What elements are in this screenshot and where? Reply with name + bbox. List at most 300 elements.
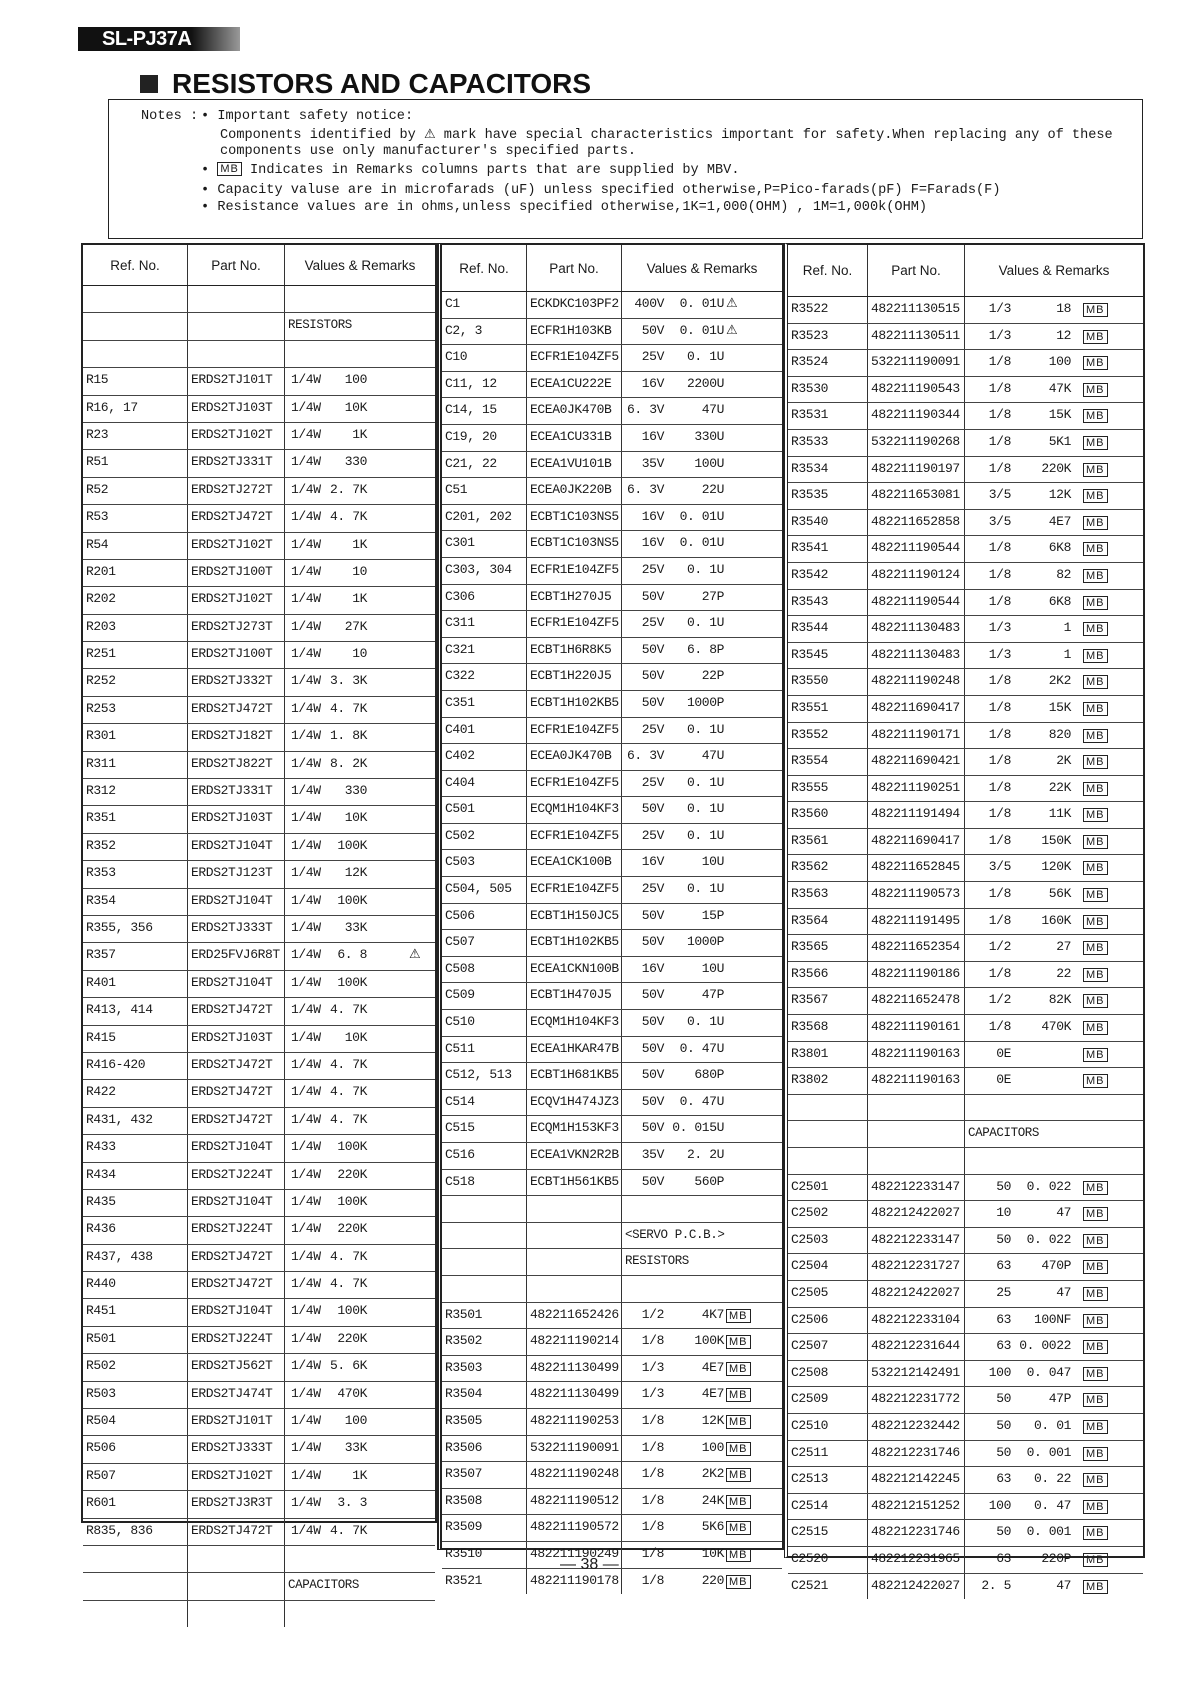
rating: 50V: [641, 1067, 664, 1083]
table-row: [83, 1299, 435, 1326]
part-cell: ECBT1H470J5: [527, 983, 622, 1009]
rating: 50V: [641, 322, 664, 338]
mb-badge-icon: MB: [1083, 1181, 1108, 1195]
value: 2K2: [701, 1466, 724, 1482]
part-cell: 482211190544: [868, 536, 965, 562]
rating: 1/4W: [291, 810, 321, 826]
table-row: [788, 749, 1143, 776]
values-cell: [285, 1573, 435, 1599]
rating: 16V: [641, 960, 664, 976]
mb-badge-icon: MB: [1083, 463, 1108, 477]
ref-cell: R3535: [788, 483, 868, 509]
part-cell: 482211190249: [527, 1542, 622, 1568]
ref-cell: R503: [83, 1382, 188, 1408]
table-row: [788, 457, 1143, 484]
mb-badge-icon: MB: [1083, 409, 1108, 423]
mb-badge-icon: MB: [1083, 941, 1108, 955]
value: 47: [1056, 1577, 1071, 1593]
value: 5. 6K: [329, 1358, 367, 1374]
value: 15K: [1048, 407, 1071, 423]
values-cell: [285, 943, 435, 969]
note-mb: [201, 162, 739, 180]
table-row: [83, 1409, 435, 1436]
warning-triangle-icon: ⚠: [726, 296, 738, 311]
value: 6. 8P: [686, 641, 724, 657]
value: 10U: [701, 960, 724, 976]
value: 0. 01U: [679, 535, 724, 551]
value: 220K: [1041, 460, 1071, 476]
mb-badge-icon: MB: [1083, 1526, 1108, 1540]
mb-badge-icon: MB: [1083, 994, 1108, 1008]
ref-cell: R3505: [442, 1409, 527, 1435]
part-cell: 482211190572: [527, 1515, 622, 1541]
note-capacity: [201, 182, 1000, 200]
value: 120K: [1041, 859, 1071, 875]
ref-cell: R16, 17: [83, 396, 188, 422]
rating: 0E: [996, 1072, 1011, 1088]
ref-cell: R601: [83, 1491, 188, 1517]
part-cell: ERDS2TJ104T: [188, 1135, 285, 1161]
values-cell: [285, 560, 435, 586]
values-cell: [965, 1494, 1143, 1520]
table-row: [83, 1382, 435, 1409]
values-cell: [965, 350, 1143, 376]
values-cell: [622, 1223, 782, 1249]
mb-badge-icon: MB: [1083, 356, 1108, 370]
table-row: [442, 531, 782, 558]
values-cell: [965, 1441, 1143, 1467]
part-cell: ERDS2TJ472T: [188, 1053, 285, 1079]
header-part: Part No.: [868, 245, 965, 296]
values-cell: [622, 585, 782, 611]
section-row: [788, 1121, 1143, 1148]
mb-badge-icon: MB: [1083, 1340, 1108, 1354]
section-row: [83, 1601, 435, 1627]
values-cell: [965, 1334, 1143, 1360]
values-cell: [622, 1276, 782, 1302]
rating: 1/8: [988, 593, 1011, 609]
ref-cell: C2505: [788, 1281, 868, 1307]
value: 12K: [344, 865, 367, 881]
part-cell: 482211190543: [868, 377, 965, 403]
rating: 1/4W: [291, 591, 321, 607]
table-row: [442, 771, 782, 798]
part-cell: 482211191495: [868, 909, 965, 935]
value: 22U: [701, 482, 724, 498]
value: 10K: [344, 399, 367, 415]
value: 0. 1U: [686, 1014, 724, 1030]
value: 4. 7K: [329, 509, 367, 525]
ref-cell: R3510: [442, 1542, 527, 1568]
rating: 1/4W: [291, 1303, 321, 1319]
table-row: [788, 297, 1143, 324]
value: 6K8: [1048, 540, 1071, 556]
values-cell: [965, 1068, 1143, 1094]
section-label: <SERVO P.C.B.>: [625, 1227, 725, 1242]
ref-cell: C401: [442, 718, 527, 744]
value: 100K: [337, 974, 367, 990]
rating: 1/4W: [291, 728, 321, 744]
values-cell: [622, 1249, 782, 1275]
table-row: [83, 971, 435, 998]
table-row: [442, 292, 782, 319]
value: 56K: [1048, 886, 1071, 902]
ref-cell: R351: [83, 806, 188, 832]
part-cell: ERDS2TJ472T: [188, 1245, 285, 1271]
table-row: [83, 669, 435, 696]
table-row: [788, 1042, 1143, 1069]
values-cell: [622, 824, 782, 850]
part-cell: [868, 1095, 965, 1121]
value: 47: [1056, 1205, 1071, 1221]
table-row: [83, 779, 435, 806]
value: 12: [1056, 327, 1071, 343]
part-cell: ECKDKC103PF2: [527, 292, 622, 318]
ref-cell: R3568: [788, 1015, 868, 1041]
part-cell: ECFR1E104ZF5: [527, 718, 622, 744]
table-row: [83, 396, 435, 423]
section-row: [442, 1223, 782, 1250]
part-cell: ERDS2TJ101T: [188, 368, 285, 394]
part-cell: 482212151252: [868, 1494, 965, 1520]
safety-heading: Important safety notice:: [217, 109, 414, 124]
mb-badge-icon: MB: [726, 1468, 751, 1482]
ref-cell: R23: [83, 423, 188, 449]
table-row: [442, 1462, 782, 1489]
rating: 1/8: [988, 726, 1011, 742]
value: 100K: [337, 1193, 367, 1209]
table-row: [83, 1026, 435, 1053]
part-cell: ERDS2TJ182T: [188, 724, 285, 750]
value: 100K: [337, 837, 367, 853]
table-row: [788, 483, 1143, 510]
part-cell: ERDS2TJ822T: [188, 752, 285, 778]
value: 1K: [352, 591, 367, 607]
table-row: [83, 533, 435, 560]
ref-cell: R3560: [788, 802, 868, 828]
values-cell: [285, 1327, 435, 1353]
part-cell: 482211130499: [527, 1356, 622, 1382]
ref-cell: R401: [83, 971, 188, 997]
rating: 1/8: [988, 699, 1011, 715]
table-row: [83, 1080, 435, 1107]
part-cell: 482211130483: [868, 643, 965, 669]
values-cell: [622, 771, 782, 797]
ref-cell: R251: [83, 642, 188, 668]
part-cell: ERDS2TJ104T: [188, 889, 285, 915]
values-cell: [622, 957, 782, 983]
ref-cell: C303, 304: [442, 558, 527, 584]
values-cell: [622, 664, 782, 690]
table-body: [442, 292, 782, 1594]
values-cell: [965, 1308, 1143, 1334]
rating: 1/4W: [291, 1084, 321, 1100]
ref-cell: C514: [442, 1090, 527, 1116]
table-row: [442, 877, 782, 904]
values-cell: [622, 425, 782, 451]
rating: 1/4W: [291, 1139, 321, 1155]
ref-cell: R311: [83, 752, 188, 778]
value: 27K: [344, 618, 367, 634]
ref-cell: R422: [83, 1080, 188, 1106]
part-cell: 482212422027: [868, 1281, 965, 1307]
ref-cell: C2510: [788, 1414, 868, 1440]
table-row: [442, 1170, 782, 1197]
model-name: SL-PJ37A: [102, 28, 192, 50]
part-cell: [188, 1546, 285, 1572]
mb-badge-icon: MB: [1083, 1287, 1108, 1301]
capacity-text: Capacity valuse are in microfarads (uF) unless specified otherwise,P=Pico-farads(pF) F=Farads(F): [217, 183, 1001, 198]
ref-cell: R507: [83, 1464, 188, 1490]
part-cell: ERDS2TJ104T: [188, 834, 285, 860]
rating: 1/3: [988, 620, 1011, 636]
values-cell: [622, 531, 782, 557]
value: 0. 01U: [679, 322, 724, 338]
bullet: •: [201, 183, 210, 198]
part-cell: ECEA1CKN100B: [527, 957, 622, 983]
part-cell: [868, 1148, 965, 1174]
table-row: [83, 368, 435, 395]
table-row: [83, 478, 435, 505]
part-cell: ERDS2TJ272T: [188, 478, 285, 504]
rating: 50V: [641, 1120, 664, 1136]
value: 100NF: [1033, 1311, 1071, 1327]
table-row: [442, 372, 782, 399]
part-cell: ERDS2TJ102T: [188, 1464, 285, 1490]
mb-badge-icon: MB: [1083, 1074, 1108, 1088]
table-row: [788, 1228, 1143, 1255]
value: 0. 01: [1033, 1417, 1071, 1433]
values-cell: [965, 297, 1143, 323]
value: 47P: [701, 987, 724, 1003]
mb-text: Indicates in Remarks columns parts that are supplied by MBV.: [250, 163, 740, 178]
ref-cell: R3563: [788, 882, 868, 908]
rating: 63: [996, 1471, 1011, 1487]
values-cell: [622, 372, 782, 398]
rating: 50: [996, 1524, 1011, 1540]
part-cell: ECFR1E104ZF5: [527, 771, 622, 797]
section-label: CAPACITORS: [288, 1578, 360, 1593]
ref-cell: C2513: [788, 1467, 868, 1493]
ref-cell: R355, 356: [83, 916, 188, 942]
values-cell: [285, 368, 435, 394]
values-cell: [622, 292, 782, 318]
ref-cell: C311: [442, 611, 527, 637]
table-body: [83, 286, 435, 1627]
values-cell: [622, 850, 782, 876]
table-row: [442, 797, 782, 824]
value: 160K: [1041, 912, 1071, 928]
value: 0. 001: [1026, 1524, 1071, 1540]
ref-cell: R3540: [788, 510, 868, 536]
values-cell: [285, 423, 435, 449]
value: 820: [1048, 726, 1071, 742]
value: 47P: [1048, 1391, 1071, 1407]
table-row: [442, 1356, 782, 1383]
mb-badge-icon: MB: [1083, 1473, 1108, 1487]
value: 3. 3: [337, 1495, 367, 1511]
ref-cell: R3562: [788, 855, 868, 881]
value: 4. 7K: [329, 1522, 367, 1538]
ref-cell: R202: [83, 587, 188, 613]
table-row: [442, 691, 782, 718]
values-cell: [965, 909, 1143, 935]
table-row: [442, 850, 782, 877]
rating: 2. 5: [981, 1577, 1011, 1593]
ref-cell: R53: [83, 505, 188, 531]
ref-cell: R3509: [442, 1515, 527, 1541]
part-cell: ECQM1H104KF3: [527, 1010, 622, 1036]
ref-cell: C2514: [788, 1494, 868, 1520]
part-cell: ERDS2TJ104T: [188, 971, 285, 997]
values-cell: [622, 1170, 782, 1196]
value: 0. 1U: [686, 561, 724, 577]
values-cell: [285, 889, 435, 915]
part-cell: 482211190161: [868, 1015, 965, 1041]
values-cell: [965, 483, 1143, 509]
ref-cell: C51: [442, 478, 527, 504]
rating: 16V: [641, 375, 664, 391]
header-part: Part No.: [188, 245, 285, 285]
table-row: [83, 806, 435, 833]
part-cell: ERDS2TJ3R3T: [188, 1491, 285, 1517]
mb-badge-icon: MB: [1083, 330, 1108, 344]
safety-line-2: components use only manufacturer's specified parts.: [220, 144, 637, 159]
values-cell: [285, 587, 435, 613]
values-cell: [965, 1201, 1143, 1227]
values-cell: [965, 723, 1143, 749]
ref-cell: R353: [83, 861, 188, 887]
rating: 25: [996, 1284, 1011, 1300]
rating: 1/3: [988, 646, 1011, 662]
table-row: [442, 1143, 782, 1170]
rating: 16V: [641, 854, 664, 870]
table-row: [83, 889, 435, 916]
values-cell: [285, 341, 435, 367]
values-cell: [285, 396, 435, 422]
rating: 1/4W: [291, 892, 321, 908]
table-row: [442, 1382, 782, 1409]
ref-cell: R502: [83, 1354, 188, 1380]
value: 82: [1056, 566, 1071, 582]
value: 0. 22: [1033, 1471, 1071, 1487]
part-cell: 482211190124: [868, 563, 965, 589]
value: 0. 001: [1026, 1444, 1071, 1460]
part-cell: 482211190544: [868, 590, 965, 616]
rating: 1/8: [641, 1492, 664, 1508]
values-cell: [285, 1026, 435, 1052]
ref-cell: C10: [442, 345, 527, 371]
part-cell: ECBT1H6R8K5: [527, 638, 622, 664]
values-cell: [285, 1190, 435, 1216]
value: 8. 2K: [329, 755, 367, 771]
value: 330U: [694, 428, 724, 444]
rating: 50V: [641, 668, 664, 684]
rating: 1/4W: [291, 536, 321, 552]
header-ref: Ref. No.: [83, 245, 188, 285]
bullet: •: [201, 163, 210, 178]
mb-badge-icon: MB: [1083, 383, 1108, 397]
ref-cell: C506: [442, 904, 527, 930]
part-cell: ERDS2TJ333T: [188, 916, 285, 942]
ref-cell: C301: [442, 531, 527, 557]
ref-cell: R3506: [442, 1436, 527, 1462]
values-cell: [622, 1196, 782, 1222]
part-cell: ECEA0JK220B: [527, 478, 622, 504]
rating: 1/8: [641, 1412, 664, 1428]
part-cell: ECEA1CU331B: [527, 425, 622, 451]
rating: 16V: [641, 508, 664, 524]
part-cell: 482211190178: [527, 1569, 622, 1595]
table-row: [442, 1329, 782, 1356]
ref-cell: R506: [83, 1436, 188, 1462]
values-cell: [965, 1387, 1143, 1413]
mb-badge-icon: MB: [1083, 303, 1108, 317]
table-row: [83, 752, 435, 779]
ref-cell: R3534: [788, 457, 868, 483]
value: 47U: [701, 748, 724, 764]
mb-badge-icon: MB: [1083, 1500, 1108, 1514]
values-cell: [285, 1135, 435, 1161]
part-cell: [188, 286, 285, 312]
rating: 1/4W: [291, 783, 321, 799]
part-cell: ECEA1VKN2R2B: [527, 1143, 622, 1169]
part-cell: ERDS2TJ472T: [188, 505, 285, 531]
values-cell: [285, 286, 435, 312]
value: 22: [1056, 965, 1071, 981]
value: 330: [344, 783, 367, 799]
values-cell: [622, 1116, 782, 1142]
part-cell: [188, 313, 285, 339]
rating: 1/4W: [291, 919, 321, 935]
ref-cell: R3504: [442, 1382, 527, 1408]
values-cell: [285, 697, 435, 723]
ref-cell: [83, 1601, 188, 1627]
values-cell: [622, 1010, 782, 1036]
ref-cell: R3522: [788, 297, 868, 323]
values-cell: [285, 916, 435, 942]
rating: 100: [988, 1364, 1011, 1380]
values-cell: [622, 744, 782, 770]
part-cell: 482211690421: [868, 749, 965, 775]
part-cell: 482212142245: [868, 1467, 965, 1493]
value: 11K: [1048, 806, 1071, 822]
ref-cell: R501: [83, 1327, 188, 1353]
value: 10K: [344, 1029, 367, 1045]
table-row: [442, 478, 782, 505]
mb-badge-icon: MB: [726, 1442, 751, 1456]
values-cell: [622, 1382, 782, 1408]
value: 560P: [694, 1173, 724, 1189]
rating: 1/8: [988, 380, 1011, 396]
mb-badge-icon: MB: [1083, 516, 1108, 530]
values-cell: [622, 1569, 782, 1595]
part-cell: 482211690417: [868, 696, 965, 722]
section-row: [442, 1276, 782, 1303]
rating: 1/4W: [291, 1440, 321, 1456]
value: 470K: [1041, 1019, 1071, 1035]
table-row: [788, 1547, 1143, 1574]
table-row: [442, 1010, 782, 1037]
part-cell: ECBT1C103NS5: [527, 505, 622, 531]
values-cell: [622, 558, 782, 584]
value: 0. 01U: [679, 508, 724, 524]
mb-badge-icon: MB: [1083, 888, 1108, 902]
rating: 25V: [641, 827, 664, 843]
table-row: [788, 1015, 1143, 1042]
rating: 63: [996, 1258, 1011, 1274]
ref-cell: [788, 1095, 868, 1121]
